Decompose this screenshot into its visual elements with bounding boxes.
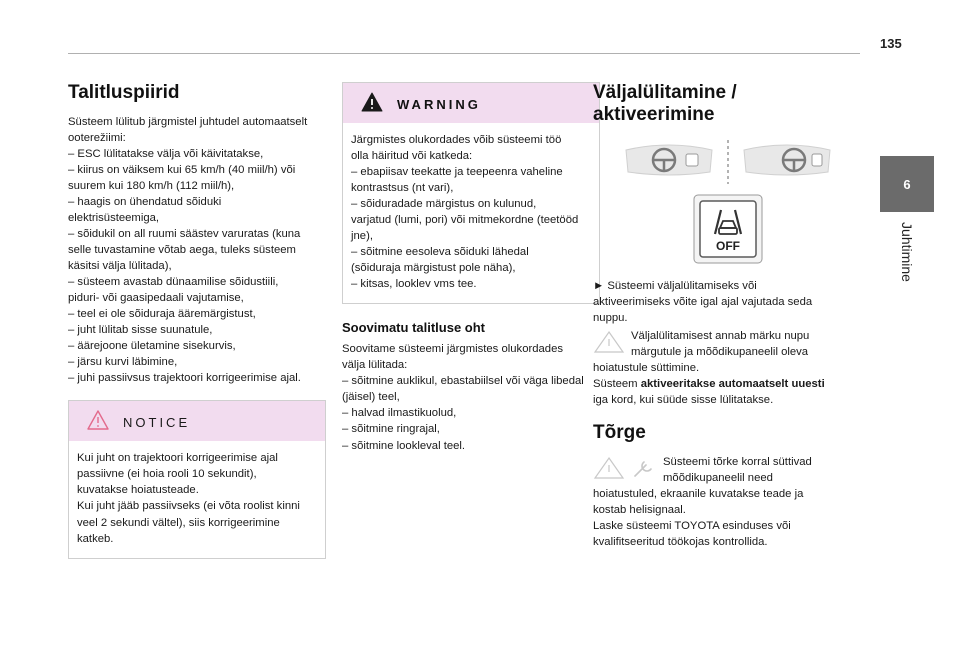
column-activation xyxy=(593,82,863,550)
note1-bold: aktiveeritakse automaatselt uuesti xyxy=(640,377,825,390)
notice-header xyxy=(69,401,325,441)
chapter-tab[interactable] xyxy=(880,156,934,212)
section-title-fault: Tõrge xyxy=(593,421,646,443)
warning-box xyxy=(342,82,600,304)
note1-text-a: Väljalülitamisest annab märku nupu märgutule ja mõõdikupaneelil oleva xyxy=(631,329,810,358)
section-title-limits: Talitluspiirid xyxy=(68,82,180,103)
note1-text-b: hoiatustule süttimine. Süsteem xyxy=(593,361,700,390)
dashboard-illustration xyxy=(593,140,863,184)
fault-note xyxy=(593,454,863,486)
header-rule xyxy=(68,53,860,54)
off-label: OFF xyxy=(716,238,740,253)
step-text: ► Süsteemi väljalülitamiseks või aktiveerimiseks võite igal ajal vajutada seda nuppu. xyxy=(593,279,813,324)
chapter-number: 6 xyxy=(903,176,911,192)
info-triangle-icon xyxy=(593,456,625,485)
lane-off-button-icon[interactable] xyxy=(693,194,763,264)
warning-text: Järgmistes olukordades võib süsteemi töö olla häiritud või katkeda: – ebapiisav teekatte ja teepeenra vaheline kontrastsus (nt vari), – sõiduradade märgistus on kulunud, varjatud (lumi, pori) või mitmekordne (teetööd jne), – sõitmine eesoleva sõiduki lähedal (sõiduraja märgistust pole näha), – kitsas, looklev vms tee. xyxy=(351,134,579,291)
section-title-activation: Väljalülitamine / aktiveerimine xyxy=(593,82,737,125)
steering-wheel-icon xyxy=(742,142,832,182)
notice-box xyxy=(68,400,326,558)
unwanted-text: Soovitame süsteemi järgmistes olukordades välja lülitada: – sõitmine auklikul, ebastabiilsel või väga libedal (jäisel) teel, – halvad ilmastikuolud, – sõitmine ringrajal, – sõitmine lookleval teel. xyxy=(342,343,584,452)
limits-text: Süsteem lülitub järgmistel juhtudel automaatselt ooterežiimi: – ESC lülitatakse välja või käivitatakse, – kiirus on väiksem kui 65 km/h (40 miil/h) või suurem kui 180 km/h (112 miil/h), – haagis on ühendatud sõiduki elektrisüsteemiga, – sõidukil on all ruumi säästev varuratas (kuna selle tuvastamine võtab aega, tuleks süsteem käsitsi välja lülitada), – süsteem avastab dünaamilise sõidustiili, piduri- või gaasipedaali vajutamise, – teel ei ole sõiduraja ääremärgistust, – juht lülitab sisse suunatule, – äärejoone ületamine sisekurvis, – järsu kurvi läbimine, – juhi passiivsus trajektoori korrigeerimise ajal. xyxy=(68,115,308,385)
note-deactivation xyxy=(593,328,863,360)
column-warning xyxy=(342,82,600,454)
warning-triangle-icon xyxy=(87,410,109,435)
fault-text-a: Süsteemi tõrke korral süttivad mõõdikupaneelil need xyxy=(663,455,812,484)
warning-triangle-icon xyxy=(361,92,383,117)
warning-header xyxy=(343,83,599,123)
notice-title: NOTICE xyxy=(123,414,191,430)
page-number: 135 xyxy=(880,36,902,51)
info-triangle-icon xyxy=(593,330,625,359)
note1-text xyxy=(593,360,863,408)
warning-title: WARNING xyxy=(397,96,481,112)
column-limits xyxy=(68,82,326,559)
chapter-label-text: Juhtimine xyxy=(899,222,915,282)
chapter-label xyxy=(896,212,918,292)
notice-text: Kui juht on trajektoori korrigeerimise ajal passiivne (ei hoia rooli 10 sekundit), kuvatakse hoiatusteade. Kui juht jääb passiivseks (ei võta roolist kinni veel 2 sekundi vältel), siis korrigeerimine katkeb. xyxy=(77,452,300,545)
note1-text-c: iga kord, kui süüde sisse lülitatakse. xyxy=(593,393,774,406)
steering-wheel-icon xyxy=(624,142,714,182)
sub-title-unwanted: Soovimatu talitluse oht xyxy=(342,320,486,336)
wrench-icon xyxy=(631,456,657,485)
fault-text-b: hoiatustuled, ekraanile kuvatakse teade ja kostab helisignaal. Laske süsteemi TOYOTA esinduses või kvalifitseeritud töökojas kontrollida. xyxy=(593,487,804,548)
